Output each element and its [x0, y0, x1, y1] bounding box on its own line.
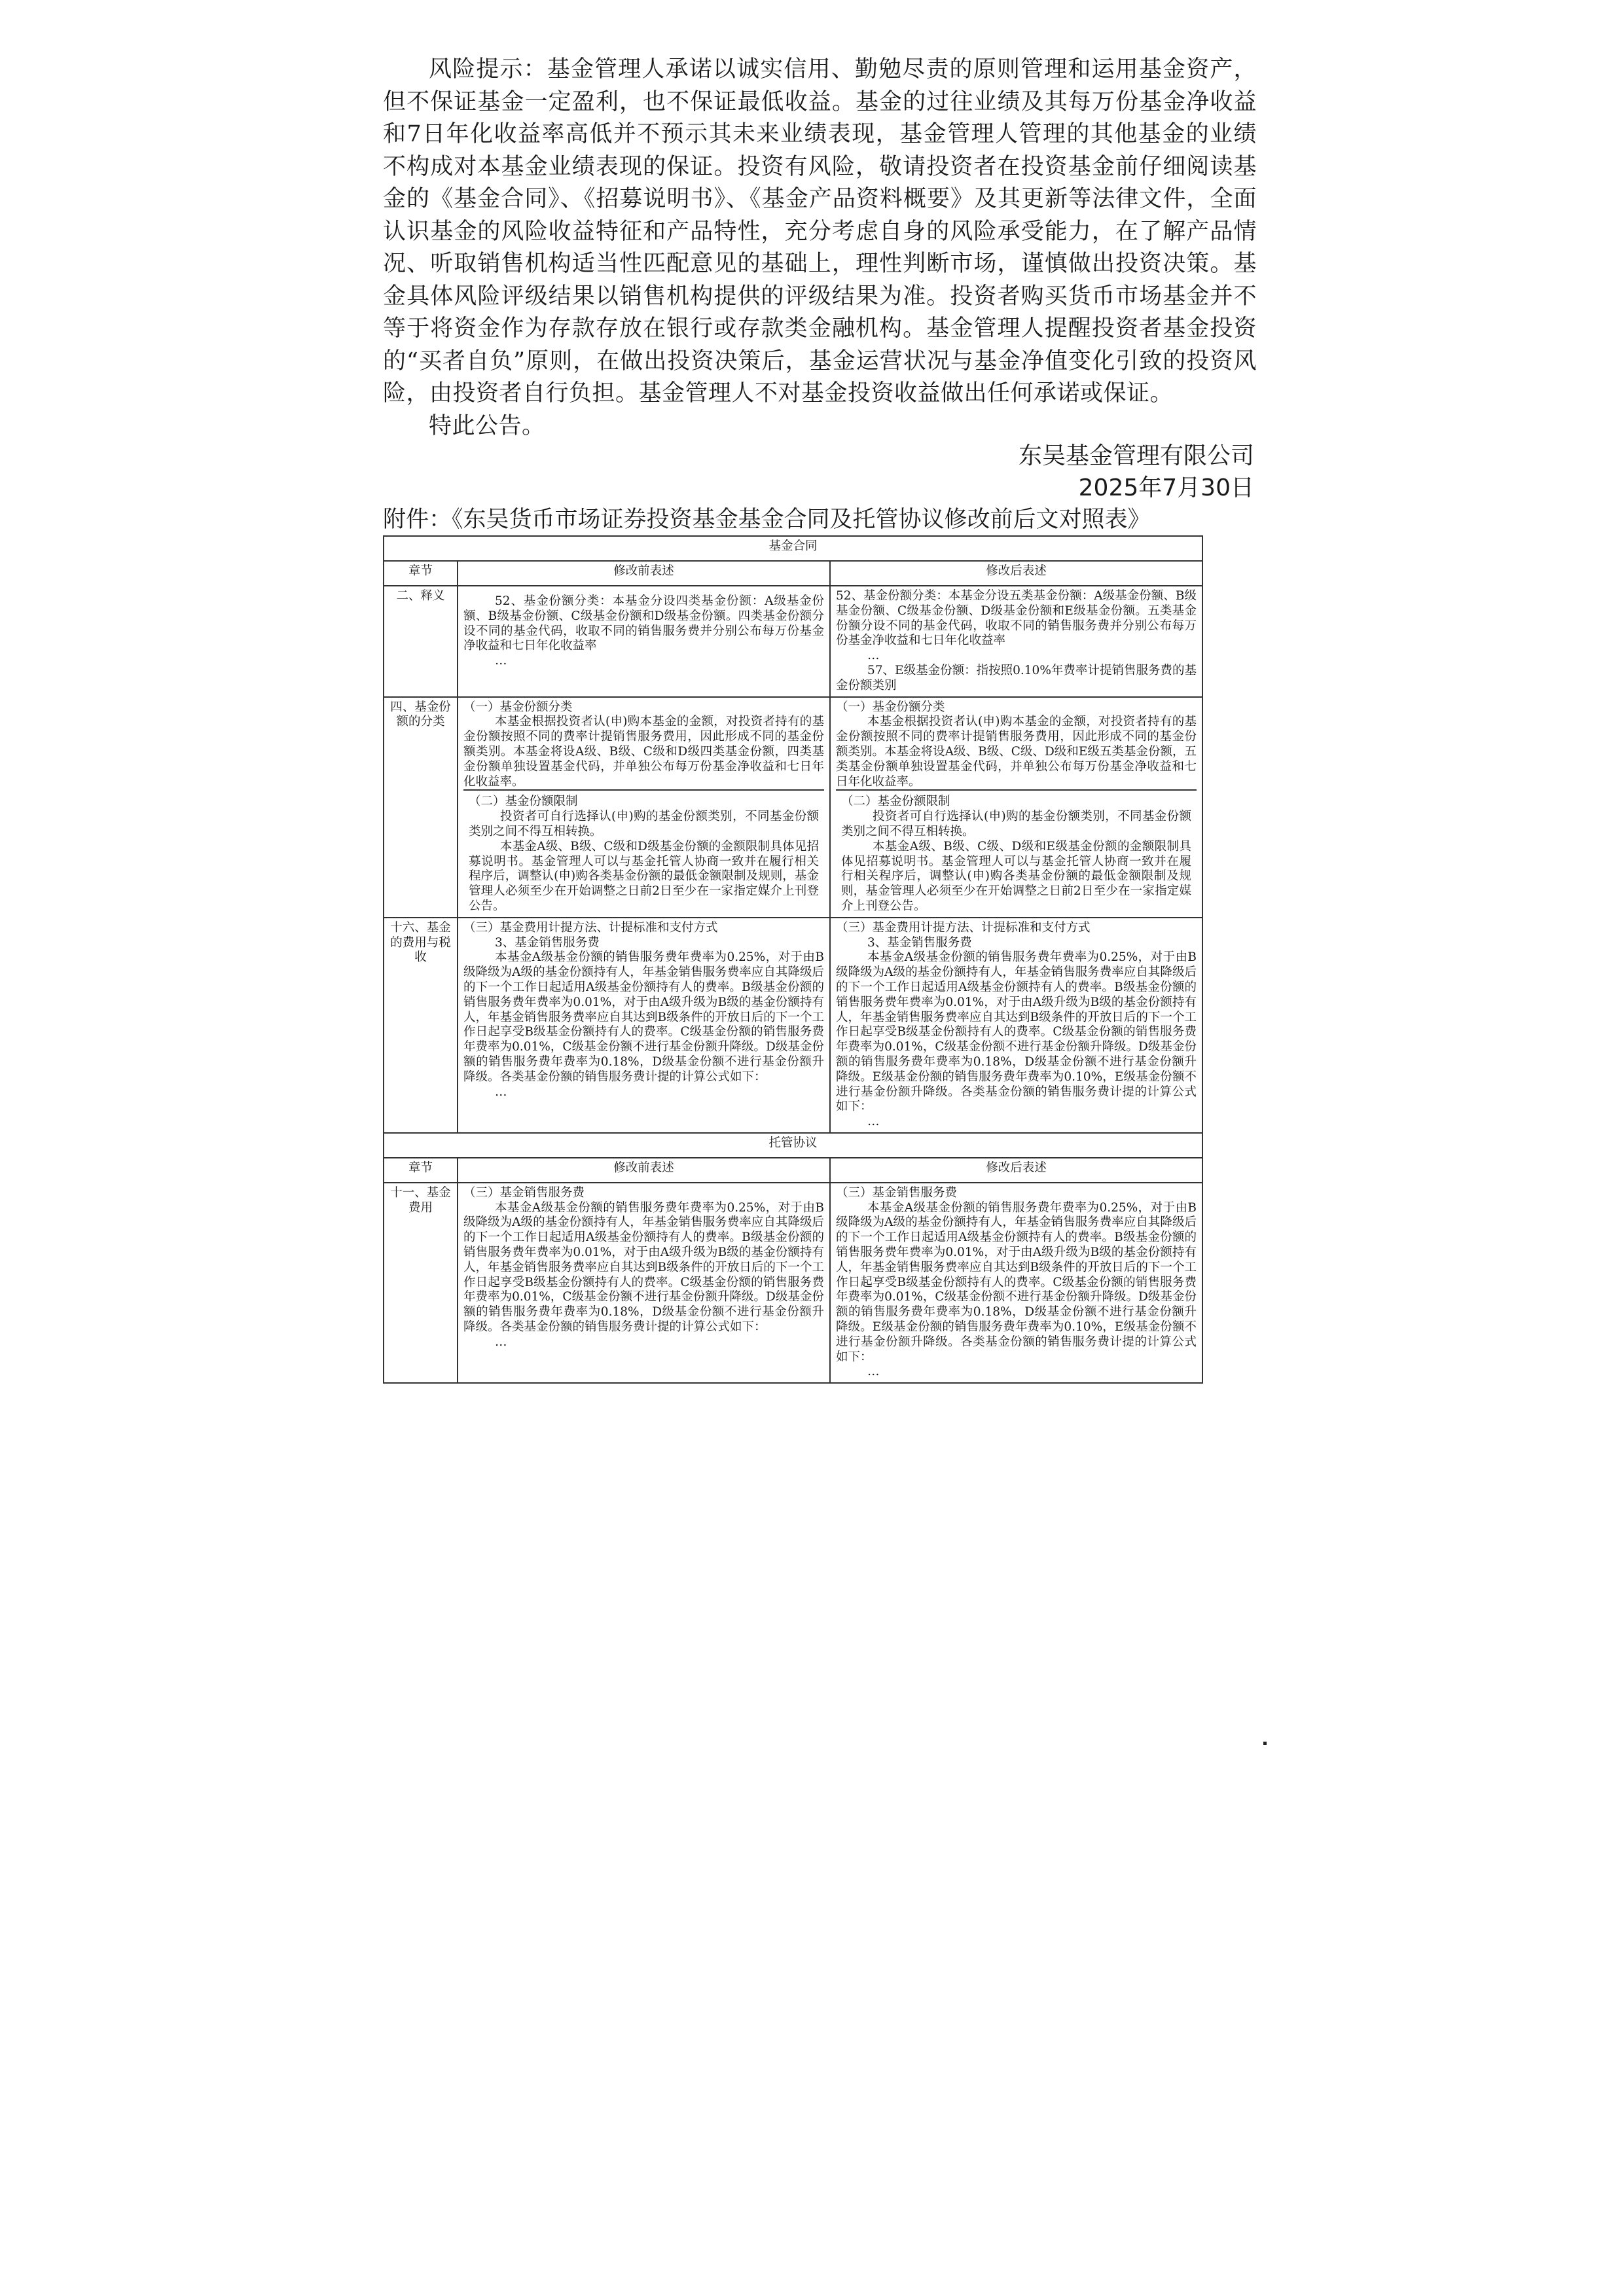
before-text: 本基金A级、B级、C级和D级基金份额的金额限制具体见招募说明书。基金管理人可以与基金托管人协商一致并在履行相关程序后，调整认(申)购各类基金份额的最低金额限制及规则，基金管理人必须至少在开始调整之日前2日至少在一家指定媒介上刊登公告。 — [469, 839, 819, 913]
stray-dot-mark — [1263, 1742, 1267, 1745]
subsection-heading: （三）基金费用计提方法、计提标准和支付方式 — [836, 920, 1091, 935]
section-title-fund-contract: 基金合同 — [384, 536, 1202, 561]
after-text-new-item: 57、E级基金份额：指按照0.10%年费率计提销售服务费的基金份额类别 — [836, 663, 1197, 692]
before-text: 本基金A级基金份额的销售服务费年费率为0.25%，对于由B级降级为A级的基金份额持有人，年基金销售服务费率应自其降级后的下一个工作日起适用A级基金份额持有人的费率。B级基金份额的销售服务费年费率为0.01%，对于由A级升级为B级的基金份额持有人，年基金销售服务费率应自其达到B级条件的开放日后的下一个工作日起享受B级基金份额持有人的费率。C级基金份额的销售服务费年费率为0.01%，C级基金份额不进行基金份额升降级。D级基金份额的销售服务费年费率为0.18%，D级基金份额不进行基金份额升降级。各类基金份额的销售服务费计提的计算公式如下： — [463, 1200, 824, 1335]
closing-paragraph: 特此公告。 — [429, 412, 545, 439]
subsection-heading: （二）基金份额限制 — [469, 795, 578, 809]
notice-body — [383, 54, 1257, 442]
after-cell — [830, 1183, 1202, 1383]
table-row — [384, 697, 1202, 918]
comparison-table — [383, 535, 1203, 1384]
after-cell — [830, 586, 1202, 697]
table-row — [384, 918, 1202, 1133]
after-text: 本基金A级基金份额的销售服务费年费率为0.25%，对于由B级降级为A级的基金份额持有人，年基金销售服务费率应自其降级后的下一个工作日起适用A级基金份额持有人的费率。B级基金份额的销售服务费年费率为0.01%，对于由A级升级为B级的基金份额持有人，年基金销售服务费率应自其达到B级条件的开放日后的下一个工作日起享受B级基金份额持有人的费率。C级基金份额的销售服务费年费率为0.01%，C级基金份额不进行基金份额升降级。D级基金份额的销售服务费年费率为0.18%，D级基金份额不进行基金份额升降级。E级基金份额的销售服务费年费率为0.10%，E级基金份额不进行基金份额升降级。各类基金份额的销售服务费计提的计算公式如下： — [836, 1200, 1197, 1364]
section-title-custody-agreement: 托管协议 — [384, 1133, 1202, 1158]
subsection-heading: （一）基金份额分类 — [836, 700, 945, 714]
ellipsis: … — [867, 1115, 882, 1129]
signature-company: 东吴基金管理有限公司 — [1018, 442, 1254, 469]
chapter-cell: 二、释义 — [384, 586, 458, 697]
column-header-row — [384, 561, 1202, 586]
before-cell — [458, 918, 830, 1133]
column-header-before: 修改前表述 — [458, 1158, 830, 1183]
after-text: 52、基金份额分类：本基金分设五类基金份额：A级基金份额、B级基金份额、C级基金份额、D级基金份额和E级基金份额。五类基金份额分设不同的基金代码，收取不同的销售服务费并分别公布每万份基金净收益和七日年化收益率 — [836, 589, 1197, 648]
subsection-divider — [463, 789, 824, 914]
after-text: 本基金A级基金份额的销售服务费年费率为0.25%，对于由B级降级为A级的基金份额持有人，年基金销售服务费率应自其降级后的下一个工作日起适用A级基金份额持有人的费率。B级基金份额的销售服务费年费率为0.01%，对于由A级升级为B级的基金份额持有人，年基金销售服务费率应自其达到B级条件的开放日后的下一个工作日起享受B级基金份额持有人的费率。C级基金份额的销售服务费年费率为0.01%，C级基金份额不进行基金份额升降级。D级基金份额的销售服务费年费率为0.18%，D级基金份额不进行基金份额升降级。E级基金份额的销售服务费年费率为0.10%，E级基金份额不进行基金份额升降级。各类基金份额的销售服务费计提的计算公式如下： — [836, 950, 1197, 1114]
column-header-before: 修改前表述 — [458, 561, 830, 586]
ellipsis: … — [495, 1085, 509, 1099]
column-header-chapter: 章节 — [384, 1158, 458, 1183]
sub-heading: 3、基金销售服务费 — [867, 935, 972, 950]
before-cell — [458, 697, 830, 918]
chapter-cell: 十一、基金费用 — [384, 1183, 458, 1383]
before-text: 投资者可自行选择认(申)购的基金份额类别，不同基金份额类别之间不得互相转换。 — [469, 810, 819, 838]
after-text: 投资者可自行选择认(申)购的基金份额类别，不同基金份额类别之间不得互相转换。 — [841, 810, 1191, 838]
chapter-cell: 四、基金份额的分类 — [384, 697, 458, 918]
attachment-title: 附件：《东吴货币市场证券投资基金基金合同及托管协议修改前后文对照表》 — [383, 507, 1151, 533]
subsection-divider — [836, 789, 1197, 914]
ellipsis: … — [495, 1335, 509, 1349]
before-text: 本基金根据投资者认(申)购本基金的金额，对投资者持有的基金份额按照不同的费率计提销售服务费用，因此形成不同的基金份额类别。本基金将设A级、B级、C级和D级四类基金份额，四类基金份额单独设置基金代码，并单独公布每万份基金净收益和七日年化收益率。 — [463, 715, 824, 789]
column-header-row — [384, 1158, 1202, 1183]
before-text: 52、基金份额分类：本基金分设四类基金份额：A级基金份额、B级基金份额、C级基金份额和D级基金份额。四类基金份额分设不同的基金代码，收取不同的销售服务费并分别公布每万份基金净收益和七日年化收益率 — [463, 594, 824, 653]
subsection-heading: （三）基金销售服务费 — [836, 1185, 958, 1200]
section-header-row — [384, 536, 1202, 561]
after-text: 本基金根据投资者认(申)购本基金的金额，对投资者持有的基金份额按照不同的费率计提销售服务费用，因此形成不同的基金份额类别。本基金将设A级、B级、C级、D级和E级五类基金份额，五类基金份额单独设置基金代码，并单独公布每万份基金净收益和七日年化收益率。 — [836, 715, 1197, 789]
subsection-heading: （一）基金份额分类 — [463, 700, 573, 714]
table-row — [384, 1183, 1202, 1383]
ellipsis: … — [495, 654, 509, 668]
subsection-heading: （三）基金销售服务费 — [463, 1185, 585, 1200]
risk-warning-paragraph: 风险提示：基金管理人承诺以诚实信用、勤勉尽责的原则管理和运用基金资产，但不保证基金一定盈利，也不保证最低收益。基金的过往业绩及其每万份基金净收益和7日年化收益率高低并不预示其未来业绩表现，基金管理人管理的其他基金的业绩不构成对本基金业绩表现的保证。投资有风险，敬请投资者在投资基金前仔细阅读基金的《基金合同》、《招募说明书》、《基金产品资料概要》及其更新等法律文件，全面认识基金的风险收益特征和产品特性，充分考虑自身的风险承受能力，在了解产品情况、听取销售机构适当性匹配意见的基础上，理性判断市场，谨慎做出投资决策。基金具体风险评级结果以销售机构提供的评级结果为准。投资者购买货币市场基金并不等于将资金作为存款存放在银行或存款类金融机构。基金管理人提醒投资者基金投资的“买者自负”原则，在做出投资决策后，基金运营状况与基金净值变化引致的投资风险，由投资者自行负担。基金管理人不对基金投资收益做出任何承诺或保证。 — [383, 56, 1257, 406]
sub-heading: 3、基金销售服务费 — [495, 935, 600, 950]
ellipsis: … — [867, 649, 882, 663]
column-header-after: 修改后表述 — [830, 1158, 1202, 1183]
signature-date: 2025年7月30日 — [1078, 475, 1254, 501]
ellipsis: … — [867, 1365, 882, 1379]
column-header-chapter: 章节 — [384, 561, 458, 586]
subsection-heading: （三）基金费用计提方法、计提标准和支付方式 — [463, 920, 718, 935]
before-text: 本基金A级基金份额的销售服务费年费率为0.25%，对于由B级降级为A级的基金份额持有人，年基金销售服务费率应自其降级后的下一个工作日起适用A级基金份额持有人的费率。B级基金份额的销售服务费年费率为0.01%，对于由A级升级为B级的基金份额持有人，年基金销售服务费率应自其达到B级条件的开放日后的下一个工作日起享受B级基金份额持有人的费率。C级基金份额的销售服务费年费率为0.01%，C级基金份额不进行基金份额升降级。D级基金份额的销售服务费年费率为0.18%，D级基金份额不进行基金份额升降级。各类基金份额的销售服务费计提的计算公式如下： — [463, 950, 824, 1084]
table-row — [384, 586, 1202, 697]
before-cell — [458, 1183, 830, 1383]
after-cell — [830, 697, 1202, 918]
after-cell — [830, 918, 1202, 1133]
subsection-heading: （二）基金份额限制 — [841, 795, 950, 809]
chapter-cell: 十六、基金的费用与税收 — [384, 918, 458, 1133]
column-header-after: 修改后表述 — [830, 561, 1202, 586]
after-text: 本基金A级、B级、C级、D级和E级基金份额的金额限制具体见招募说明书。基金管理人可以与基金托管人协商一致并在履行相关程序后，调整认(申)购各类基金份额的最低金额限制及规则，基金管理人必须至少在开始调整之日前2日至少在一家指定媒介上刊登公告。 — [841, 839, 1191, 913]
section-header-row — [384, 1133, 1202, 1158]
before-cell — [458, 586, 830, 697]
